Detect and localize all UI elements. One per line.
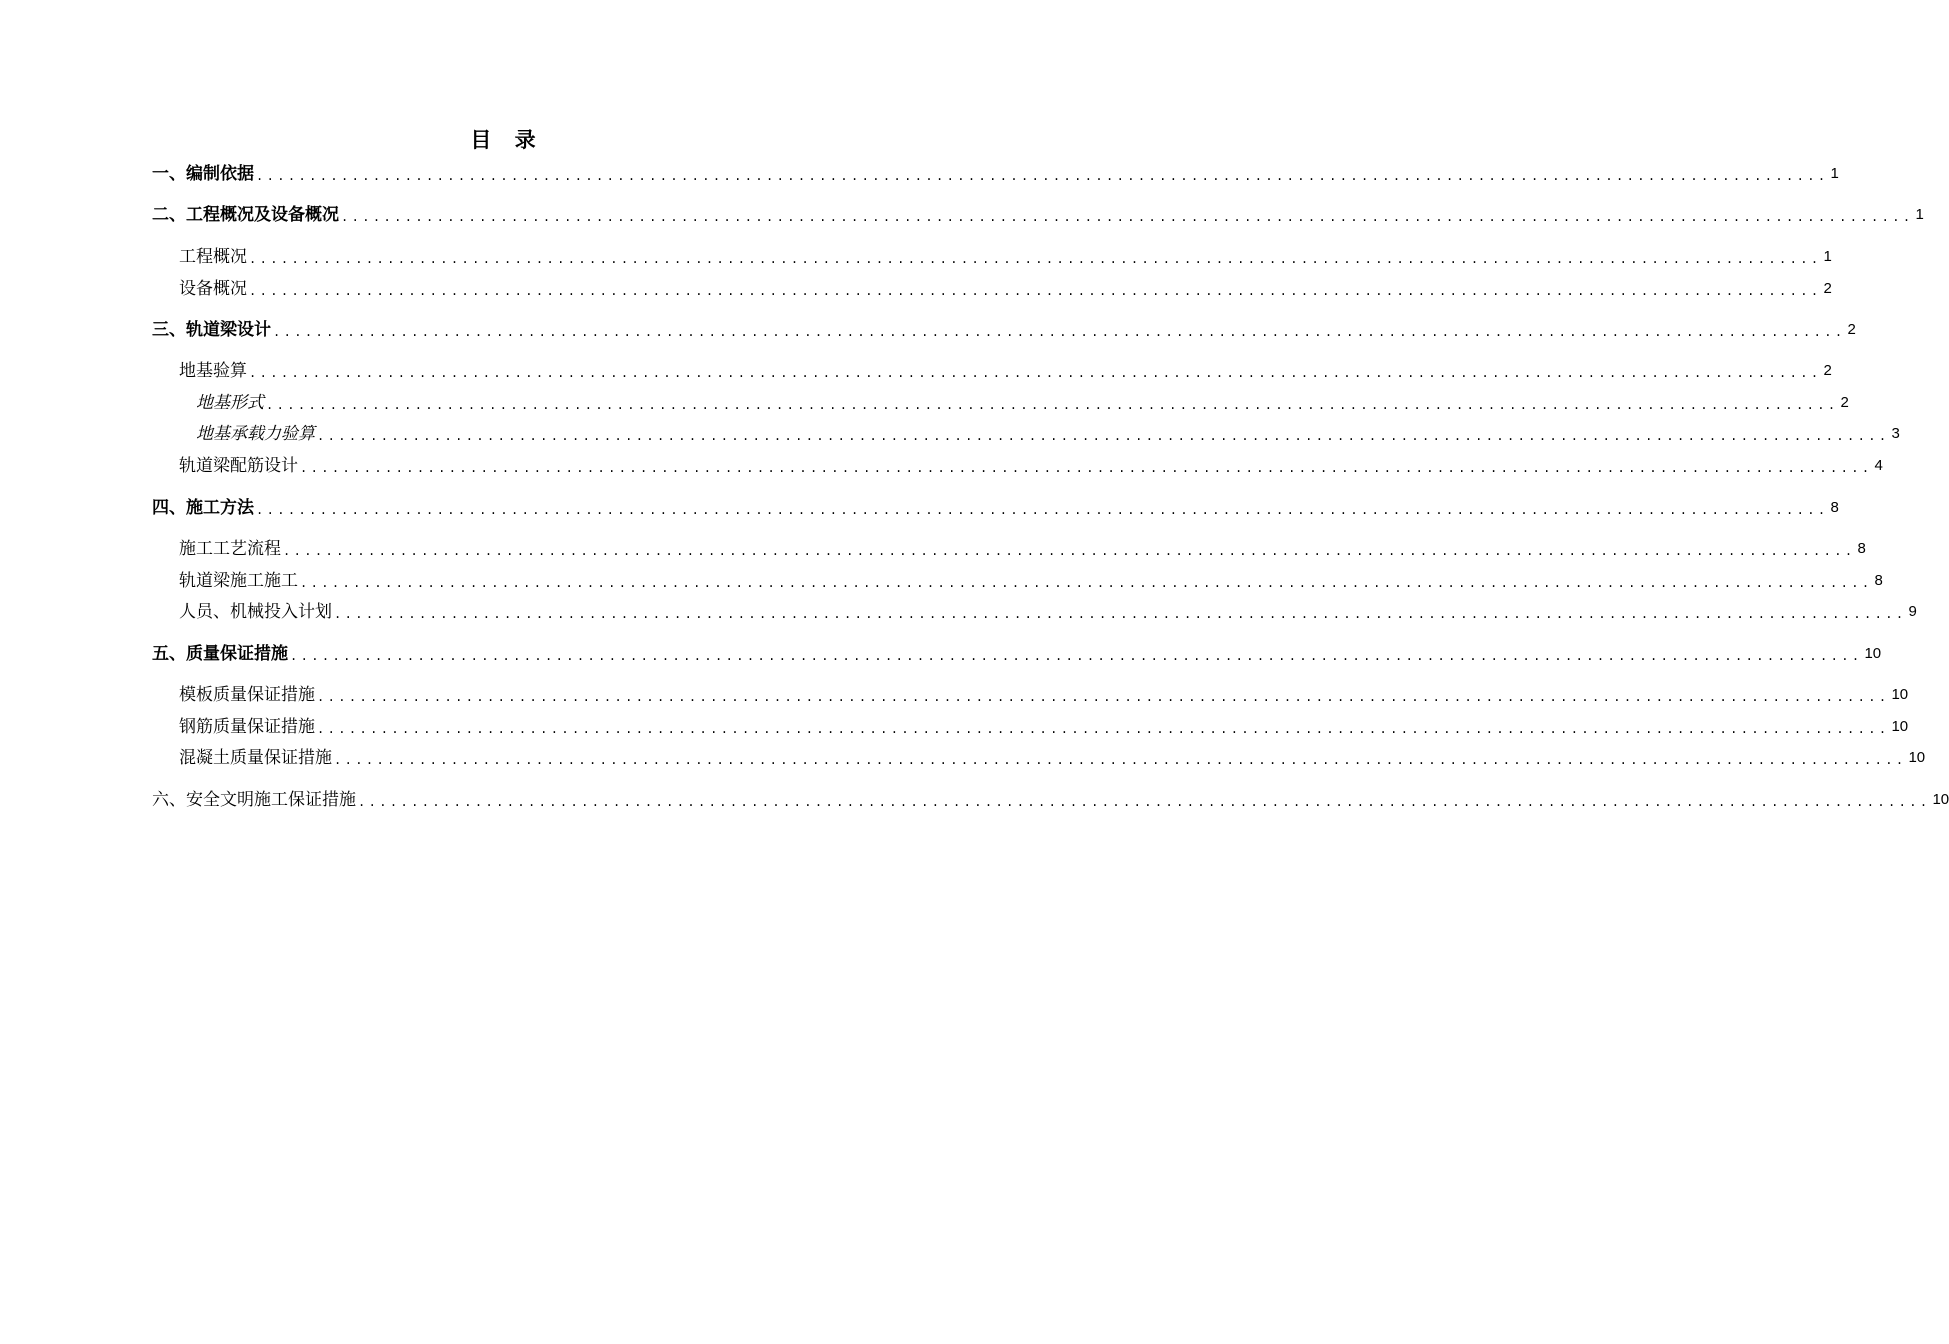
toc-entry-label: 施工工艺流程 bbox=[179, 539, 281, 559]
toc-entry-page: 8 bbox=[1874, 572, 1883, 589]
toc-entry-label: 钢筋质量保证措施 bbox=[179, 717, 315, 737]
toc-entry-1[interactable] bbox=[152, 162, 1839, 186]
toc-entry-5-3[interactable] bbox=[179, 746, 1926, 770]
toc-entry-label: 地基验算 bbox=[179, 361, 247, 381]
dot-leader: .................................................................................................................................................... bbox=[283, 544, 1856, 558]
toc-entry-2-2[interactable] bbox=[179, 277, 1832, 301]
dot-leader: .................................................................................................................................................... bbox=[317, 722, 1890, 736]
toc-entry-label: 二、工程概况及设备概况 bbox=[152, 205, 339, 225]
dot-leader: .................................................................................................................................................... bbox=[290, 649, 1863, 663]
toc-entry-page: 10 bbox=[1932, 791, 1949, 808]
toc-entry-label: 六、安全文明施工保证措施 bbox=[152, 790, 356, 810]
toc-entry-2-1[interactable] bbox=[179, 245, 1832, 269]
toc-entry-page: 2 bbox=[1840, 394, 1849, 411]
dot-leader: .................................................................................................................................................... bbox=[256, 169, 1829, 183]
toc-entry-page: 8 bbox=[1857, 540, 1866, 557]
toc-entry-page: 3 bbox=[1891, 425, 1900, 442]
toc-entry-page: 2 bbox=[1823, 362, 1832, 379]
toc-entry-page: 2 bbox=[1847, 321, 1856, 338]
toc-entry-label: 混凝土质量保证措施 bbox=[179, 748, 332, 768]
toc-entry-page: 2 bbox=[1823, 280, 1832, 297]
toc-entry-label: 人员、机械投入计划 bbox=[179, 602, 332, 622]
toc-entry-page: 9 bbox=[1908, 603, 1917, 620]
toc-entry-label: 模板质量保证措施 bbox=[179, 685, 315, 705]
toc-entry-4-1[interactable] bbox=[179, 537, 1866, 561]
toc-entry-3-1-1[interactable] bbox=[196, 391, 1849, 415]
dot-leader: .................................................................................................................................................... bbox=[266, 398, 1839, 412]
dot-leader: .................................................................................................................................................... bbox=[341, 210, 1914, 224]
toc-entry-2[interactable] bbox=[152, 203, 1924, 227]
toc-entry-label: 地基形式 bbox=[196, 393, 264, 413]
dot-leader: .................................................................................................................................................... bbox=[317, 429, 1890, 443]
toc-entry-label: 设备概况 bbox=[179, 279, 247, 299]
toc-entry-4-3[interactable] bbox=[179, 600, 1917, 624]
toc-entry-3-1[interactable] bbox=[179, 359, 1832, 383]
toc-title: 目 录 bbox=[470, 128, 544, 152]
toc-entry-5-2[interactable] bbox=[179, 715, 1909, 739]
toc-entry-page: 10 bbox=[1864, 645, 1882, 662]
dot-leader: .................................................................................................................................................... bbox=[334, 753, 1907, 767]
toc-entry-3[interactable] bbox=[152, 318, 1856, 342]
toc-entry-3-1-2[interactable] bbox=[196, 422, 1900, 446]
dot-leader: .................................................................................................................................................... bbox=[334, 607, 1907, 621]
toc-entry-label: 一、编制依据 bbox=[152, 164, 254, 184]
dot-leader: .................................................................................................................................................... bbox=[317, 690, 1890, 704]
dot-leader: .................................................................................................................................................... bbox=[358, 795, 1931, 809]
toc-entry-page: 1 bbox=[1830, 165, 1839, 182]
dot-leader: .................................................................................................................................................... bbox=[256, 503, 1829, 517]
toc-entry-page: 1 bbox=[1915, 206, 1924, 223]
toc-entry-page: 10 bbox=[1891, 686, 1909, 703]
toc-entry-6[interactable] bbox=[152, 788, 1949, 812]
toc-entry-page: 10 bbox=[1908, 749, 1926, 766]
toc-entry-label: 地基承载力验算 bbox=[196, 424, 315, 444]
dot-leader: .................................................................................................................................................... bbox=[249, 284, 1822, 298]
toc-entry-5-1[interactable] bbox=[179, 683, 1909, 707]
toc-entry-label: 三、轨道梁设计 bbox=[152, 320, 271, 340]
toc-entry-page: 4 bbox=[1874, 457, 1883, 474]
toc-entry-5[interactable] bbox=[152, 642, 1882, 666]
toc-entry-3-2[interactable] bbox=[179, 454, 1883, 478]
toc-entry-4-2[interactable] bbox=[179, 569, 1883, 593]
toc-entry-label: 轨道梁施工施工 bbox=[179, 571, 298, 591]
toc-entry-page: 1 bbox=[1823, 248, 1832, 265]
toc-entry-label: 工程概况 bbox=[179, 247, 247, 267]
dot-leader: .................................................................................................................................................... bbox=[300, 576, 1873, 590]
toc-entry-4[interactable] bbox=[152, 496, 1839, 520]
dot-leader: .................................................................................................................................................... bbox=[249, 366, 1822, 380]
toc-entry-label: 四、施工方法 bbox=[152, 498, 254, 518]
dot-leader: .................................................................................................................................................... bbox=[273, 325, 1846, 339]
dot-leader: .................................................................................................................................................... bbox=[249, 252, 1822, 266]
toc-entry-label: 轨道梁配筋设计 bbox=[179, 456, 298, 476]
toc-entry-label: 五、质量保证措施 bbox=[152, 644, 288, 664]
toc-entry-page: 10 bbox=[1891, 718, 1909, 735]
dot-leader: .................................................................................................................................................... bbox=[300, 461, 1873, 475]
toc-entry-page: 8 bbox=[1830, 499, 1839, 516]
